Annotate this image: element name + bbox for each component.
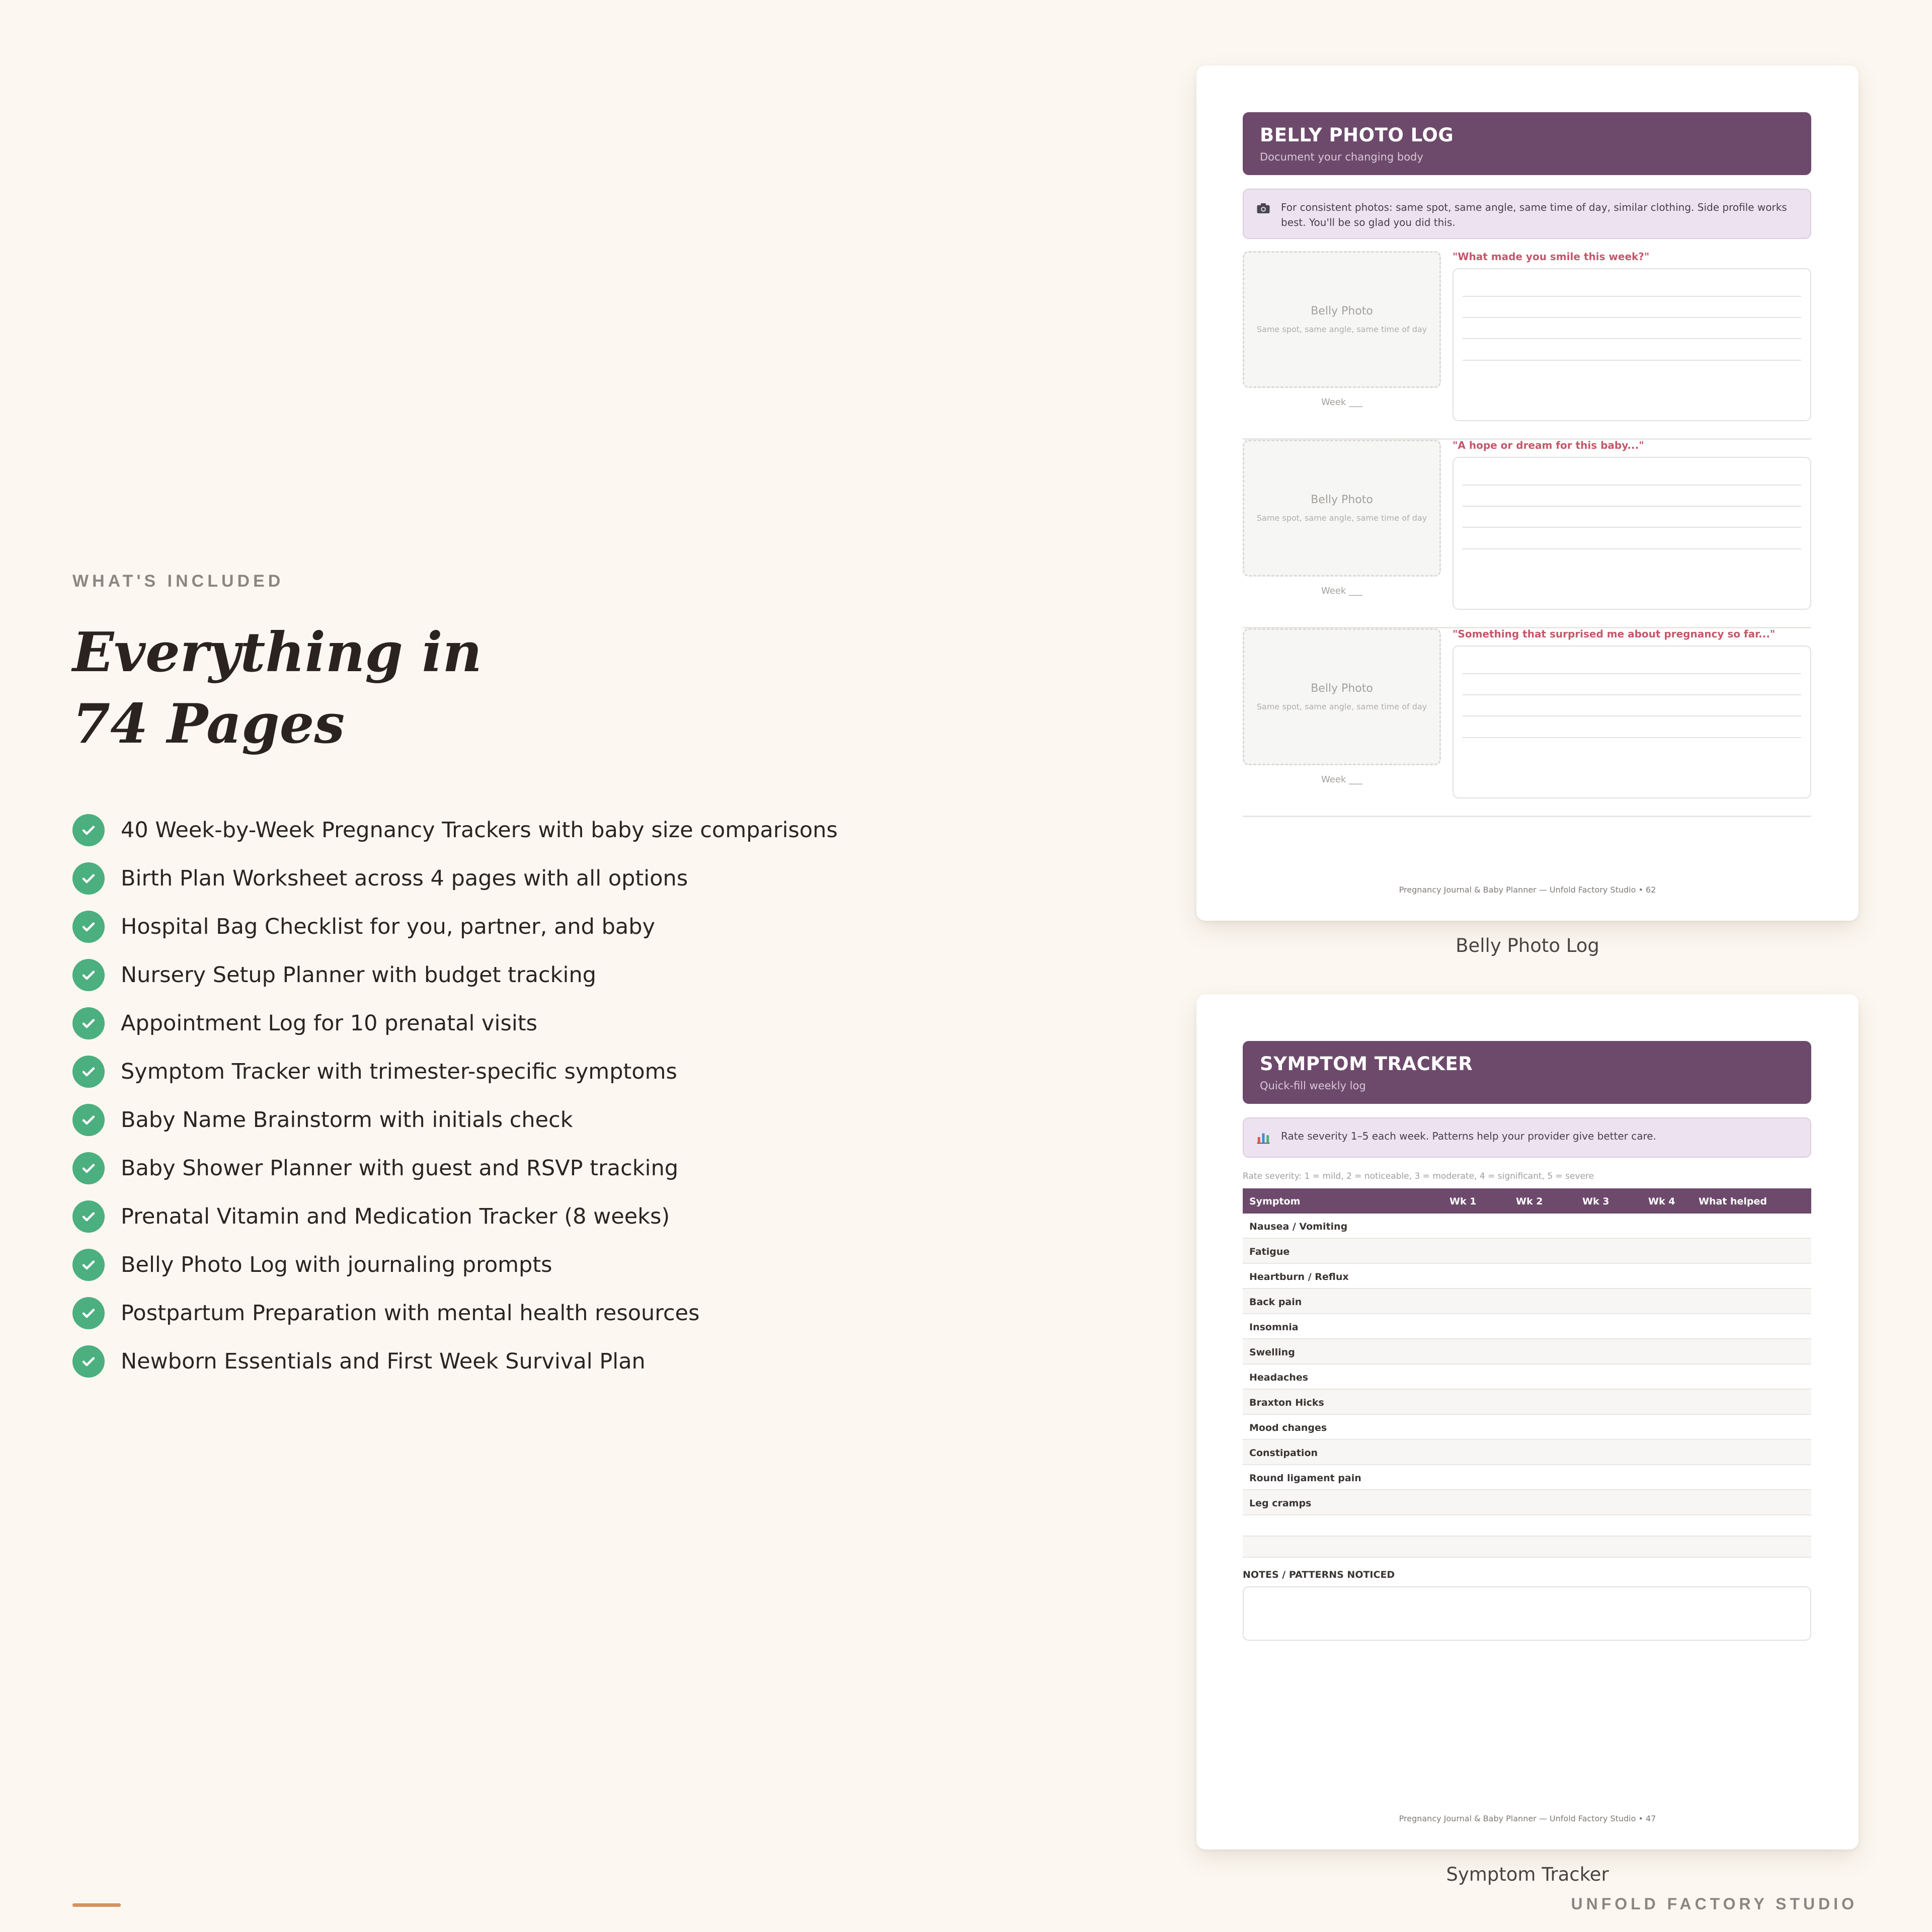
accent-divider <box>72 1903 121 1907</box>
tip-text: For consistent photos: same spot, same angle, same time of day, similar clothing. Side profile works best. You'll be so glad you did this. <box>1281 201 1787 228</box>
photo-hint: Same spot, same angle, same time of day <box>1256 702 1427 711</box>
photo-hint: Same spot, same angle, same time of day <box>1256 513 1427 523</box>
photo-placeholder[interactable] <box>1243 628 1441 765</box>
photo-hint: Same spot, same angle, same time of day <box>1256 325 1427 334</box>
symptom-table <box>1243 1188 1811 1558</box>
check-icon <box>72 1200 105 1233</box>
check-icon <box>72 1007 105 1039</box>
writing-line <box>1463 694 1801 695</box>
column-header: Symptom <box>1249 1196 1301 1207</box>
feature-item <box>72 1192 838 1241</box>
headline-line-1: Everything in <box>72 621 482 684</box>
writing-line <box>1463 715 1801 716</box>
table-row[interactable] <box>1243 1239 1811 1264</box>
check-icon <box>72 911 105 943</box>
bar-chart-icon <box>1256 1130 1271 1145</box>
writing-line <box>1463 737 1801 738</box>
check-icon <box>72 1297 105 1329</box>
symptom-name: Leg cramps <box>1249 1498 1312 1509</box>
table-header <box>1243 1188 1811 1214</box>
table-row[interactable] <box>1243 1465 1811 1490</box>
check-icon <box>72 1345 105 1378</box>
week-label: Week ___ <box>1321 586 1363 596</box>
column-header: Wk 1 <box>1450 1196 1477 1207</box>
table-row[interactable] <box>1243 1289 1811 1314</box>
page-header <box>1243 112 1811 175</box>
feature-item <box>72 1096 838 1144</box>
check-icon <box>72 959 105 991</box>
column-header: Wk 2 <box>1516 1196 1543 1207</box>
page-footer: Pregnancy Journal & Baby Planner — Unfold Factory Studio • 47 <box>1399 1814 1656 1823</box>
headline-line-2: 74 Pages <box>72 692 345 756</box>
symptom-name: Constipation <box>1249 1447 1318 1459</box>
page-subtitle: Quick-fill weekly log <box>1260 1080 1366 1092</box>
journal-box[interactable] <box>1453 457 1811 610</box>
photo-entry <box>1243 251 1811 440</box>
check-icon <box>72 862 105 895</box>
feature-item <box>72 1241 838 1289</box>
feature-text: Baby Shower Planner with guest and RSVP tracking <box>121 1156 679 1181</box>
page-caption: Belly Photo Log <box>1456 935 1599 956</box>
writing-line <box>1463 485 1801 486</box>
check-icon <box>72 1104 105 1136</box>
writing-line <box>1463 548 1801 549</box>
feature-item <box>72 1337 838 1386</box>
table-row[interactable] <box>1243 1264 1811 1289</box>
symptom-tracker-page <box>1196 994 1859 1849</box>
tip-box <box>1243 189 1811 239</box>
feature-item <box>72 854 838 903</box>
feature-text: Postpartum Preparation with mental health resources <box>121 1301 700 1326</box>
feature-item <box>72 903 838 951</box>
feature-text: Nursery Setup Planner with budget tracking <box>121 962 597 988</box>
writing-line <box>1463 673 1801 674</box>
journal-prompt: "What made you smile this week?" <box>1453 251 1650 263</box>
column-header: Wk 3 <box>1582 1196 1609 1207</box>
table-row[interactable] <box>1243 1490 1811 1515</box>
table-row-blank[interactable] <box>1243 1515 1811 1537</box>
table-row[interactable] <box>1243 1415 1811 1440</box>
photo-label: Belly Photo <box>1311 305 1373 317</box>
symptom-name: Nausea / Vomiting <box>1249 1221 1348 1232</box>
page-header <box>1243 1041 1811 1104</box>
photo-placeholder[interactable] <box>1243 251 1441 388</box>
brand-name: UNFOLD FACTORY STUDIO <box>1571 1895 1858 1913</box>
feature-text: Baby Name Brainstorm with initials check <box>121 1107 573 1133</box>
section-eyebrow: WHAT'S INCLUDED <box>72 572 284 591</box>
photo-entry <box>1243 628 1811 817</box>
writing-line <box>1463 506 1801 507</box>
symptom-name: Swelling <box>1249 1347 1295 1358</box>
tip-box <box>1243 1117 1811 1158</box>
feature-text: Hospital Bag Checklist for you, partner, and baby <box>121 914 656 939</box>
feature-item <box>72 806 838 854</box>
table-row[interactable] <box>1243 1390 1811 1415</box>
journal-box[interactable] <box>1453 646 1811 798</box>
notes-box[interactable] <box>1243 1586 1811 1641</box>
feature-text: 40 Week-by-Week Pregnancy Trackers with baby size comparisons <box>121 818 838 843</box>
page-caption: Symptom Tracker <box>1446 1864 1609 1885</box>
symptom-name: Braxton Hicks <box>1249 1397 1324 1408</box>
symptom-name: Round ligament pain <box>1249 1473 1361 1484</box>
table-row[interactable] <box>1243 1364 1811 1390</box>
belly-photo-log-page <box>1196 65 1859 921</box>
journal-prompt: "Something that surprised me about pregnancy so far..." <box>1453 628 1776 640</box>
page-title: SYMPTOM TRACKER <box>1260 1053 1473 1075</box>
feature-item <box>72 1048 838 1096</box>
photo-placeholder[interactable] <box>1243 440 1441 577</box>
writing-line <box>1463 338 1801 339</box>
journal-box[interactable] <box>1453 268 1811 421</box>
symptom-name: Heartburn / Reflux <box>1249 1271 1349 1282</box>
camera-icon <box>1256 201 1271 216</box>
week-label: Week ___ <box>1321 774 1363 785</box>
writing-line <box>1463 527 1801 528</box>
column-header: Wk 4 <box>1648 1196 1675 1207</box>
notes-label: NOTES / PATTERNS NOTICED <box>1243 1569 1395 1580</box>
severity-legend: Rate severity: 1 = mild, 2 = noticeable, 3 = moderate, 4 = significant, 5 = severe <box>1243 1171 1594 1181</box>
feature-item <box>72 1289 838 1337</box>
feature-text: Appointment Log for 10 prenatal visits <box>121 1011 538 1036</box>
feature-item <box>72 1144 838 1192</box>
page-subtitle: Document your changing body <box>1260 151 1423 163</box>
feature-text: Newborn Essentials and First Week Survival Plan <box>121 1349 646 1374</box>
check-icon <box>72 1056 105 1088</box>
table-row[interactable] <box>1243 1339 1811 1364</box>
feature-item <box>72 999 838 1048</box>
photo-entry <box>1243 440 1811 628</box>
week-label: Week ___ <box>1321 397 1363 408</box>
writing-line <box>1463 296 1801 297</box>
symptom-name: Back pain <box>1249 1297 1302 1308</box>
page-title: BELLY PHOTO LOG <box>1260 124 1454 146</box>
writing-line <box>1463 317 1801 318</box>
feature-text: Birth Plan Worksheet across 4 pages with all options <box>121 866 688 891</box>
photo-label: Belly Photo <box>1311 494 1373 506</box>
page-headline <box>72 617 482 760</box>
symptom-name: Headaches <box>1249 1372 1309 1383</box>
table-row[interactable] <box>1243 1440 1811 1465</box>
table-row[interactable] <box>1243 1214 1811 1239</box>
check-icon <box>72 1249 105 1281</box>
check-icon <box>72 814 105 846</box>
photo-label: Belly Photo <box>1311 682 1373 695</box>
table-row[interactable] <box>1243 1314 1811 1339</box>
column-header: What helped <box>1699 1196 1767 1207</box>
feature-text: Prenatal Vitamin and Medication Tracker (8 weeks) <box>121 1204 670 1229</box>
journal-prompt: "A hope or dream for this baby..." <box>1453 439 1644 451</box>
symptom-name: Mood changes <box>1249 1422 1327 1433</box>
table-row-blank[interactable] <box>1243 1537 1811 1558</box>
feature-text: Symptom Tracker with trimester-specific symptoms <box>121 1059 677 1084</box>
check-icon <box>72 1152 105 1184</box>
feature-text: Belly Photo Log with journaling prompts <box>121 1252 552 1277</box>
tip-text: Rate severity 1–5 each week. Patterns help your provider give better care. <box>1281 1130 1656 1142</box>
writing-line <box>1463 360 1801 361</box>
feature-list <box>72 806 838 1386</box>
symptom-name: Fatigue <box>1249 1246 1290 1257</box>
page-footer: Pregnancy Journal & Baby Planner — Unfold Factory Studio • 62 <box>1399 885 1656 895</box>
feature-item <box>72 951 838 999</box>
symptom-name: Insomnia <box>1249 1322 1299 1333</box>
